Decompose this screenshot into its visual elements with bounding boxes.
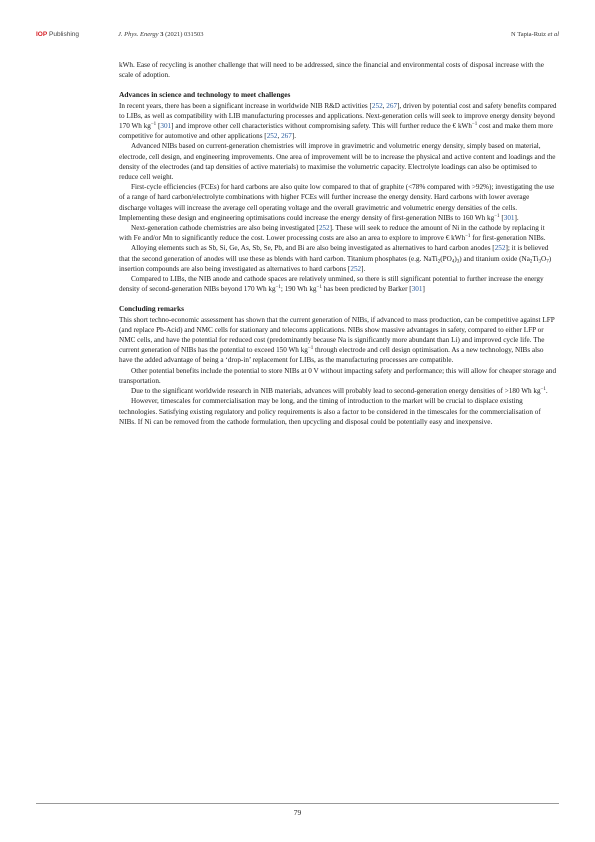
running-header bbox=[36, 31, 559, 43]
reference-link[interactable]: 252 bbox=[371, 101, 383, 110]
footer-divider bbox=[36, 803, 559, 804]
journal-year-article: (2021) 031503 bbox=[165, 31, 204, 38]
intro-paragraph: kWh. Ease of recycling is another challenge that will need to be addressed, since the financial and environmental costs of disposal increase with the scale of adoption. bbox=[119, 61, 544, 80]
paragraph: Due to the significant worldwide research in NIB materials, advances will probably lead to second-generation energy densities of >180 Wh $kg^{-1}$. bbox=[131, 387, 548, 396]
reference-link[interactable]: 252 bbox=[350, 264, 362, 273]
paragraph: Advanced NIBs based on current-generation chemistries will improve in gravimetric and volumetric energy density, simply based on material, electrode, cell design, and engineering improvements. One area of improvement will be to increase the physical and active content and loadings and the density of the electrodes (and tap densities of active materials) to maximise the volumetric capacity. Electrolyte loadings can also be optimised to reduce cell weight. bbox=[119, 142, 556, 182]
reference-link[interactable]: 301 bbox=[160, 122, 172, 131]
paragraph: Compared to LIBs, the NIB anode and cathode spaces are relatively unmined, so there is still significant potential to further increase the energy density of second-generation NIBs beyond 170 Wh $kg^{-1}$; 190 Wh $kg^{-1}$ has been predicted by Barker [301] bbox=[119, 275, 544, 294]
author-name: N Tapia-Ruiz bbox=[511, 31, 546, 38]
section-heading-concluding-remarks: Concluding remarks bbox=[119, 304, 184, 314]
reference-link[interactable]: 267 bbox=[386, 101, 398, 110]
running-author bbox=[511, 31, 559, 38]
page-number: 79 bbox=[293, 808, 302, 817]
paragraph: Alloying elements such as Sb, Si, Ge, As, Sb, Se, Pb, and Bi are also being investigated as alternatives to hard carbon anodes [252]; it is believed that the second generation of anodes will use these as blends with hard carbon. Titanium phosphates (e.g. $NaTi_2(PO_4)_3$) and titanium oxide $(Na_2Ti_3O_7)$ insertion compounds are also being investigated as alternatives to hard carbons [252]. bbox=[119, 244, 552, 273]
section-heading-advances: Advances in science and technology to meet challenges bbox=[119, 90, 291, 100]
paragraph: However, timescales for commercialisation may be long, and the timing of introduction to the market will be crucial to displace existing technologies. Satisfying existing regulatory and policy requirements is also a factor to be considered in the timescales for the commercialisation of NIBs. If Ni can be removed from the cathode formulation, then upcycling and disposal could be potentially easy and inexpensive. bbox=[119, 397, 541, 426]
publisher-name: Publishing bbox=[49, 31, 80, 38]
publisher-logo[interactable] bbox=[36, 31, 79, 38]
paragraph: This short techno-economic assessment has shown that the current generation of NIBs, if advanced to mass production, can be competitive against LFP (and replace Pb-Acid) and NMC cells for stationary and telecoms applications. NIBs show massive advantages in safety, compared to either LFP or NMC cells, and have the potential for reduced cost (predominantly because Na is significantly more abundant than Li) and improved cycle life. The current generation of NIBs has the potential to exceed 150 Wh $kg^{-1}$ through electrode and cell design optimisation. As a new technology, NIBs also have the added advantage of being a ‘drop-in’ replacement for LIBs, as the manufacturing processes are compatible. bbox=[119, 315, 555, 365]
paragraph: In recent years, there has been a significant increase in worldwide NIB R&D activities [252, 267], driven by potential cost and safety benefits compared to LIBs, as well as compatibility with LIB manufacturing processes and applications. Next-generation cells will seek to improve energy density beyond 170 Wh $kg^{-1}$ [301] and improve other cell characteristics without compromising safety. This will further reduce the € kWh$^{-1}$ cost and make them more competitive for automotive and other applications [252, 267]. bbox=[119, 101, 557, 141]
reference-link[interactable]: 301 bbox=[411, 285, 423, 294]
journal-name: J. Phys. Energy bbox=[118, 31, 159, 38]
paragraph: Next-generation cathode chemistries are also being investigated [252]. These will seek to reduce the amount of Ni in the cathode by replacing it with Fe and/or Mn to significantly reduce the cost. Lower processing costs are also an area to explore to improve € kWh$^{-1}$ for first-generation NIBs. bbox=[119, 224, 546, 243]
publisher-logo-mark: IOP bbox=[36, 31, 48, 38]
journal-volume: 3 bbox=[160, 31, 164, 38]
reference-link[interactable]: 301 bbox=[503, 213, 515, 222]
reference-link[interactable]: 252 bbox=[494, 244, 506, 253]
paragraph: First-cycle efficiencies (FCEs) for hard carbons are also quite low compared to that of graphite (<78% compared with >92%); investigating the use of a range of hard carbon/electrolyte combinations with higher FCEs will further increase the energy density. Hard carbons with lower average discharge voltages will increase the average cell operating voltage and the overall gravimetric and volumetric energy densities of the cells. Implementing these design and engineering optimisations could increase the energy density of first-generation NIBs to 160 Wh $kg^{-1}$ [301]. bbox=[119, 183, 555, 222]
article-body bbox=[119, 60, 557, 427]
paragraph: Other potential benefits include the potential to store NIBs at 0 V without impacting safety and performance; this will allow for cheaper storage and transportation. bbox=[119, 366, 557, 385]
journal-citation bbox=[118, 31, 204, 38]
reference-link[interactable]: 252 bbox=[266, 132, 278, 141]
reference-link[interactable]: 267 bbox=[281, 132, 292, 141]
author-etal: et al bbox=[547, 31, 559, 38]
reference-link[interactable]: 252 bbox=[318, 224, 330, 233]
